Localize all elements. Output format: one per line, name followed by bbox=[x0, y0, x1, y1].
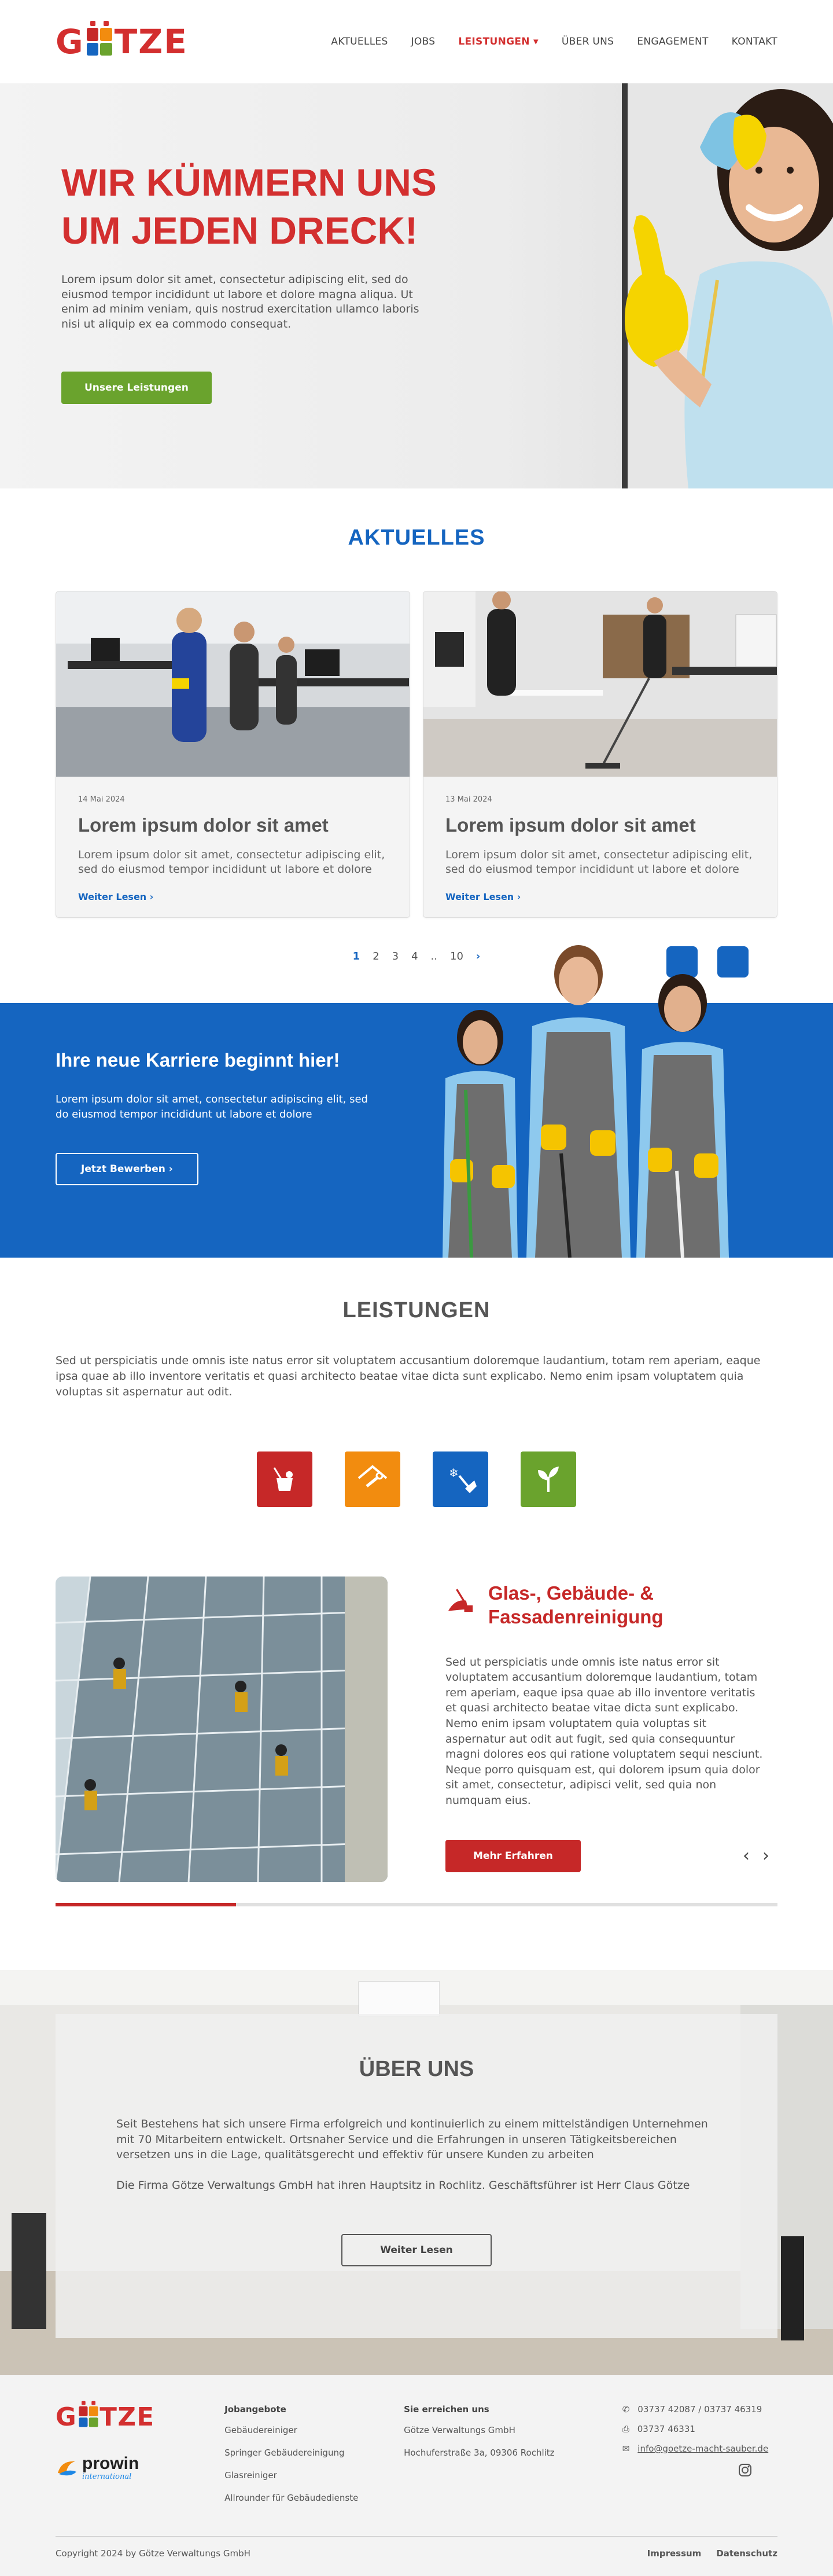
weiter-lesen-link[interactable]: Weiter Lesen › bbox=[445, 891, 521, 903]
news-excerpt: Lorem ipsum dolor sit amet, consectetur adipiscing elit, sed do eiusmod tempor incididunt ut labore et dolore bbox=[445, 848, 753, 876]
page-2-link[interactable]: 2 bbox=[373, 950, 379, 963]
hero-description: Lorem ipsum dolor sit amet, consectetur adipiscing elit, sed do eiusmod tempor incididunt ut labore et dolore magna aliqua. Ut enim ad minim veniam, quis nostrud exercitation ullamco laboris nisi ut aliquip ex ea commodo consequat. bbox=[61, 273, 419, 330]
office-cleaning-image bbox=[56, 591, 410, 777]
ueber-uns-paragraph: Seit Bestehens hat sich unsere Firma erfolgreich und kontinuierlich zu einem mittelständigen Unternehmen mit 70 Mitarbeitern entwickelt. Ortsnaher Service und die Erfahrungen in unseren Tätigkeitsbereichen versetzen uns in die Lage, qualitätsgerecht und effektiv für unsere Kunden zu arbeiten bbox=[116, 2118, 708, 2162]
prowin-subline: international bbox=[82, 2472, 132, 2482]
bucket-cleaning-icon bbox=[445, 1581, 476, 1618]
news-title[interactable]: Lorem ipsum dolor sit amet bbox=[78, 814, 329, 836]
ueber-uns-section bbox=[0, 1970, 833, 2375]
ueber-uns-weiter-lesen-button[interactable]: Weiter Lesen bbox=[341, 2234, 492, 2266]
site-footer bbox=[0, 2375, 833, 2576]
nav-ueber-uns[interactable]: ÜBER UNS bbox=[561, 36, 614, 47]
leistungen-intro: Sed ut perspiciatis unde omnis iste natus error sit voluptatem accusantium doloremque laudantium, totam rem aperiam, eaque ipsa quae ab illo inventore veritatis et quasi architecto beatae vitae dicta sunt explicabo. Nemo enim ipsam voluptatem quia voluptas sit aspernatur aut odit. bbox=[56, 1354, 761, 1398]
weiter-lesen-link[interactable]: Weiter Lesen › bbox=[78, 891, 154, 903]
kontakt-heading: Sie erreichen uns bbox=[404, 2404, 489, 2415]
next-page-icon[interactable]: › bbox=[476, 950, 481, 963]
unsere-leistungen-button[interactable]: Unsere Leistungen bbox=[61, 372, 212, 404]
svg-text:❄: ❄ bbox=[449, 1466, 459, 1480]
hero-section bbox=[0, 83, 833, 488]
logo-letters-tze: TZE bbox=[99, 2402, 155, 2432]
footer-phone[interactable]: 03737 42087 / 03737 46319 bbox=[637, 2404, 762, 2415]
karriere-description: Lorem ipsum dolor sit amet, consectetur adipiscing elit, sed do eiusmod tempor incididunt ut labore et dolore bbox=[56, 1093, 368, 1120]
service-icons-row bbox=[56, 1451, 777, 1507]
footer-company: Götze Verwaltungs GmbH bbox=[404, 2425, 515, 2436]
leistungen-section bbox=[0, 1258, 833, 1947]
slider-next-icon[interactable]: › bbox=[762, 1846, 769, 1866]
leistungen-title: LEISTUNGEN bbox=[342, 1298, 491, 1323]
logo-letter-g: G bbox=[56, 2402, 78, 2432]
footer-job-link[interactable]: Allrounder für Gebäudedienste bbox=[224, 2493, 359, 2504]
footer-job-link[interactable]: Glasreiniger bbox=[224, 2470, 277, 2481]
footer-job-link[interactable]: Springer Gebäudereinigung bbox=[224, 2448, 345, 2459]
jetzt-bewerben-button[interactable]: Jetzt Bewerben › bbox=[56, 1153, 198, 1185]
karriere-banner bbox=[0, 1003, 833, 1258]
footer-job-link[interactable]: Gebäudereiniger bbox=[224, 2425, 297, 2436]
aktuelles-section bbox=[0, 488, 833, 1003]
news-card[interactable] bbox=[56, 591, 410, 918]
page-4-link[interactable]: 4 bbox=[411, 950, 418, 963]
jobangebote-heading: Jobangebote bbox=[224, 2404, 286, 2415]
footer-email-link[interactable]: info@goetze-macht-sauber.de bbox=[637, 2443, 769, 2454]
nav-jobs[interactable]: JOBS bbox=[411, 36, 436, 47]
logo-letters-tze: TZE bbox=[114, 22, 188, 61]
office-mopping-image bbox=[423, 591, 777, 777]
phone-icon: ✆ bbox=[622, 2404, 630, 2415]
hero-title: WIR KÜMMERN UNS UM JEDEN DRECK! bbox=[61, 161, 437, 252]
news-title[interactable]: Lorem ipsum dolor sit amet bbox=[445, 814, 696, 836]
instagram-icon[interactable] bbox=[738, 2463, 777, 2479]
page-1-link[interactable]: 1 bbox=[352, 950, 360, 963]
nav-kontakt[interactable]: KONTAKT bbox=[731, 36, 777, 47]
ueber-uns-paragraph: Die Firma Götze Verwaltungs GmbH hat ihren Hauptsitz in Rochlitz. Geschäftsführer ist Herr Claus Götze bbox=[116, 2178, 690, 2192]
logo-letter-g: G bbox=[56, 22, 84, 61]
main-nav bbox=[331, 36, 777, 47]
aktuelles-title: AKTUELLES bbox=[348, 526, 485, 550]
news-excerpt: Lorem ipsum dolor sit amet, consectetur adipiscing elit, sed do eiusmod tempor incididunt ut labore et dolore bbox=[78, 848, 385, 876]
slider-progress-bar[interactable] bbox=[56, 1903, 777, 1906]
nav-engagement[interactable]: ENGAGEMENT bbox=[637, 36, 709, 47]
slider-progress-fill bbox=[56, 1903, 236, 1906]
goetze-logo[interactable] bbox=[56, 22, 188, 61]
winter-service-icon[interactable] bbox=[433, 1451, 488, 1507]
bucket-cleaning-icon[interactable] bbox=[257, 1451, 312, 1507]
nav-leistungen[interactable]: LEISTUNGEN ▾ bbox=[458, 36, 539, 47]
service-title: Glas-, Gebäude- & Fassadenreinigung bbox=[488, 1582, 664, 1628]
karriere-title: Ihre neue Karriere beginnt hier! bbox=[56, 1049, 340, 1071]
plant-care-icon[interactable] bbox=[521, 1451, 576, 1507]
news-date: 14 Mai 2024 bbox=[78, 795, 125, 804]
prowin-logo[interactable] bbox=[56, 2455, 224, 2481]
page-ellipsis: .. bbox=[430, 950, 437, 963]
impressum-link[interactable]: Impressum bbox=[647, 2548, 702, 2559]
datenschutz-link[interactable]: Datenschutz bbox=[716, 2548, 777, 2559]
news-date: 13 Mai 2024 bbox=[445, 795, 492, 804]
facade-cleaning-image bbox=[56, 1577, 388, 1882]
copyright-text: Copyright 2024 by Götze Verwaltungs GmbH bbox=[56, 2548, 250, 2559]
footer-goetze-logo[interactable] bbox=[56, 2404, 155, 2430]
house-tools-icon[interactable] bbox=[345, 1451, 400, 1507]
hero-cleaning-woman-image bbox=[457, 83, 833, 488]
mehr-erfahren-button[interactable]: Mehr Erfahren bbox=[445, 1840, 581, 1872]
prowin-name: prowin bbox=[82, 2454, 139, 2474]
logo-o-icon bbox=[87, 28, 112, 56]
logo-o-icon bbox=[79, 2406, 98, 2427]
footer-address: Hochuferstraße 3a, 09306 Rochlitz bbox=[404, 2448, 555, 2459]
fax-icon: ⎙ bbox=[622, 2424, 629, 2435]
site-header bbox=[0, 0, 833, 83]
page-3-link[interactable]: 3 bbox=[392, 950, 399, 963]
cleaning-team-image bbox=[405, 939, 787, 1258]
nav-aktuelles[interactable]: AKTUELLES bbox=[331, 36, 388, 47]
ueber-uns-title: ÜBER UNS bbox=[359, 2057, 474, 2082]
prowin-swirl-icon bbox=[56, 2457, 79, 2480]
page-10-link[interactable]: 10 bbox=[450, 950, 463, 963]
service-slide bbox=[56, 1577, 777, 1882]
mail-icon: ✉ bbox=[622, 2443, 630, 2454]
slider-prev-icon[interactable]: ‹ bbox=[743, 1846, 750, 1866]
footer-fax: 03737 46331 bbox=[637, 2424, 695, 2435]
news-card[interactable] bbox=[423, 591, 777, 918]
service-description: Sed ut perspiciatis unde omnis iste natus error sit voluptatem accusantium doloremque laudantium, totam rem aperiam, eaque ipsa quae ab illo inventore veritatis et quasi architecto beatae vitae dicta sunt explicabo. Nemo enim ipsam voluptatem quia voluptas sit aspernatur aut odit aut fugit, sed quia consequuntur magni dolores eos qui ratione voluptatem sequi nesciunt. Neque porro quisquam est, qui dolorem ipsum quia dolor sit amet, consectetur, adipisci velit, sed quia non numquam eius. bbox=[445, 1655, 763, 1807]
